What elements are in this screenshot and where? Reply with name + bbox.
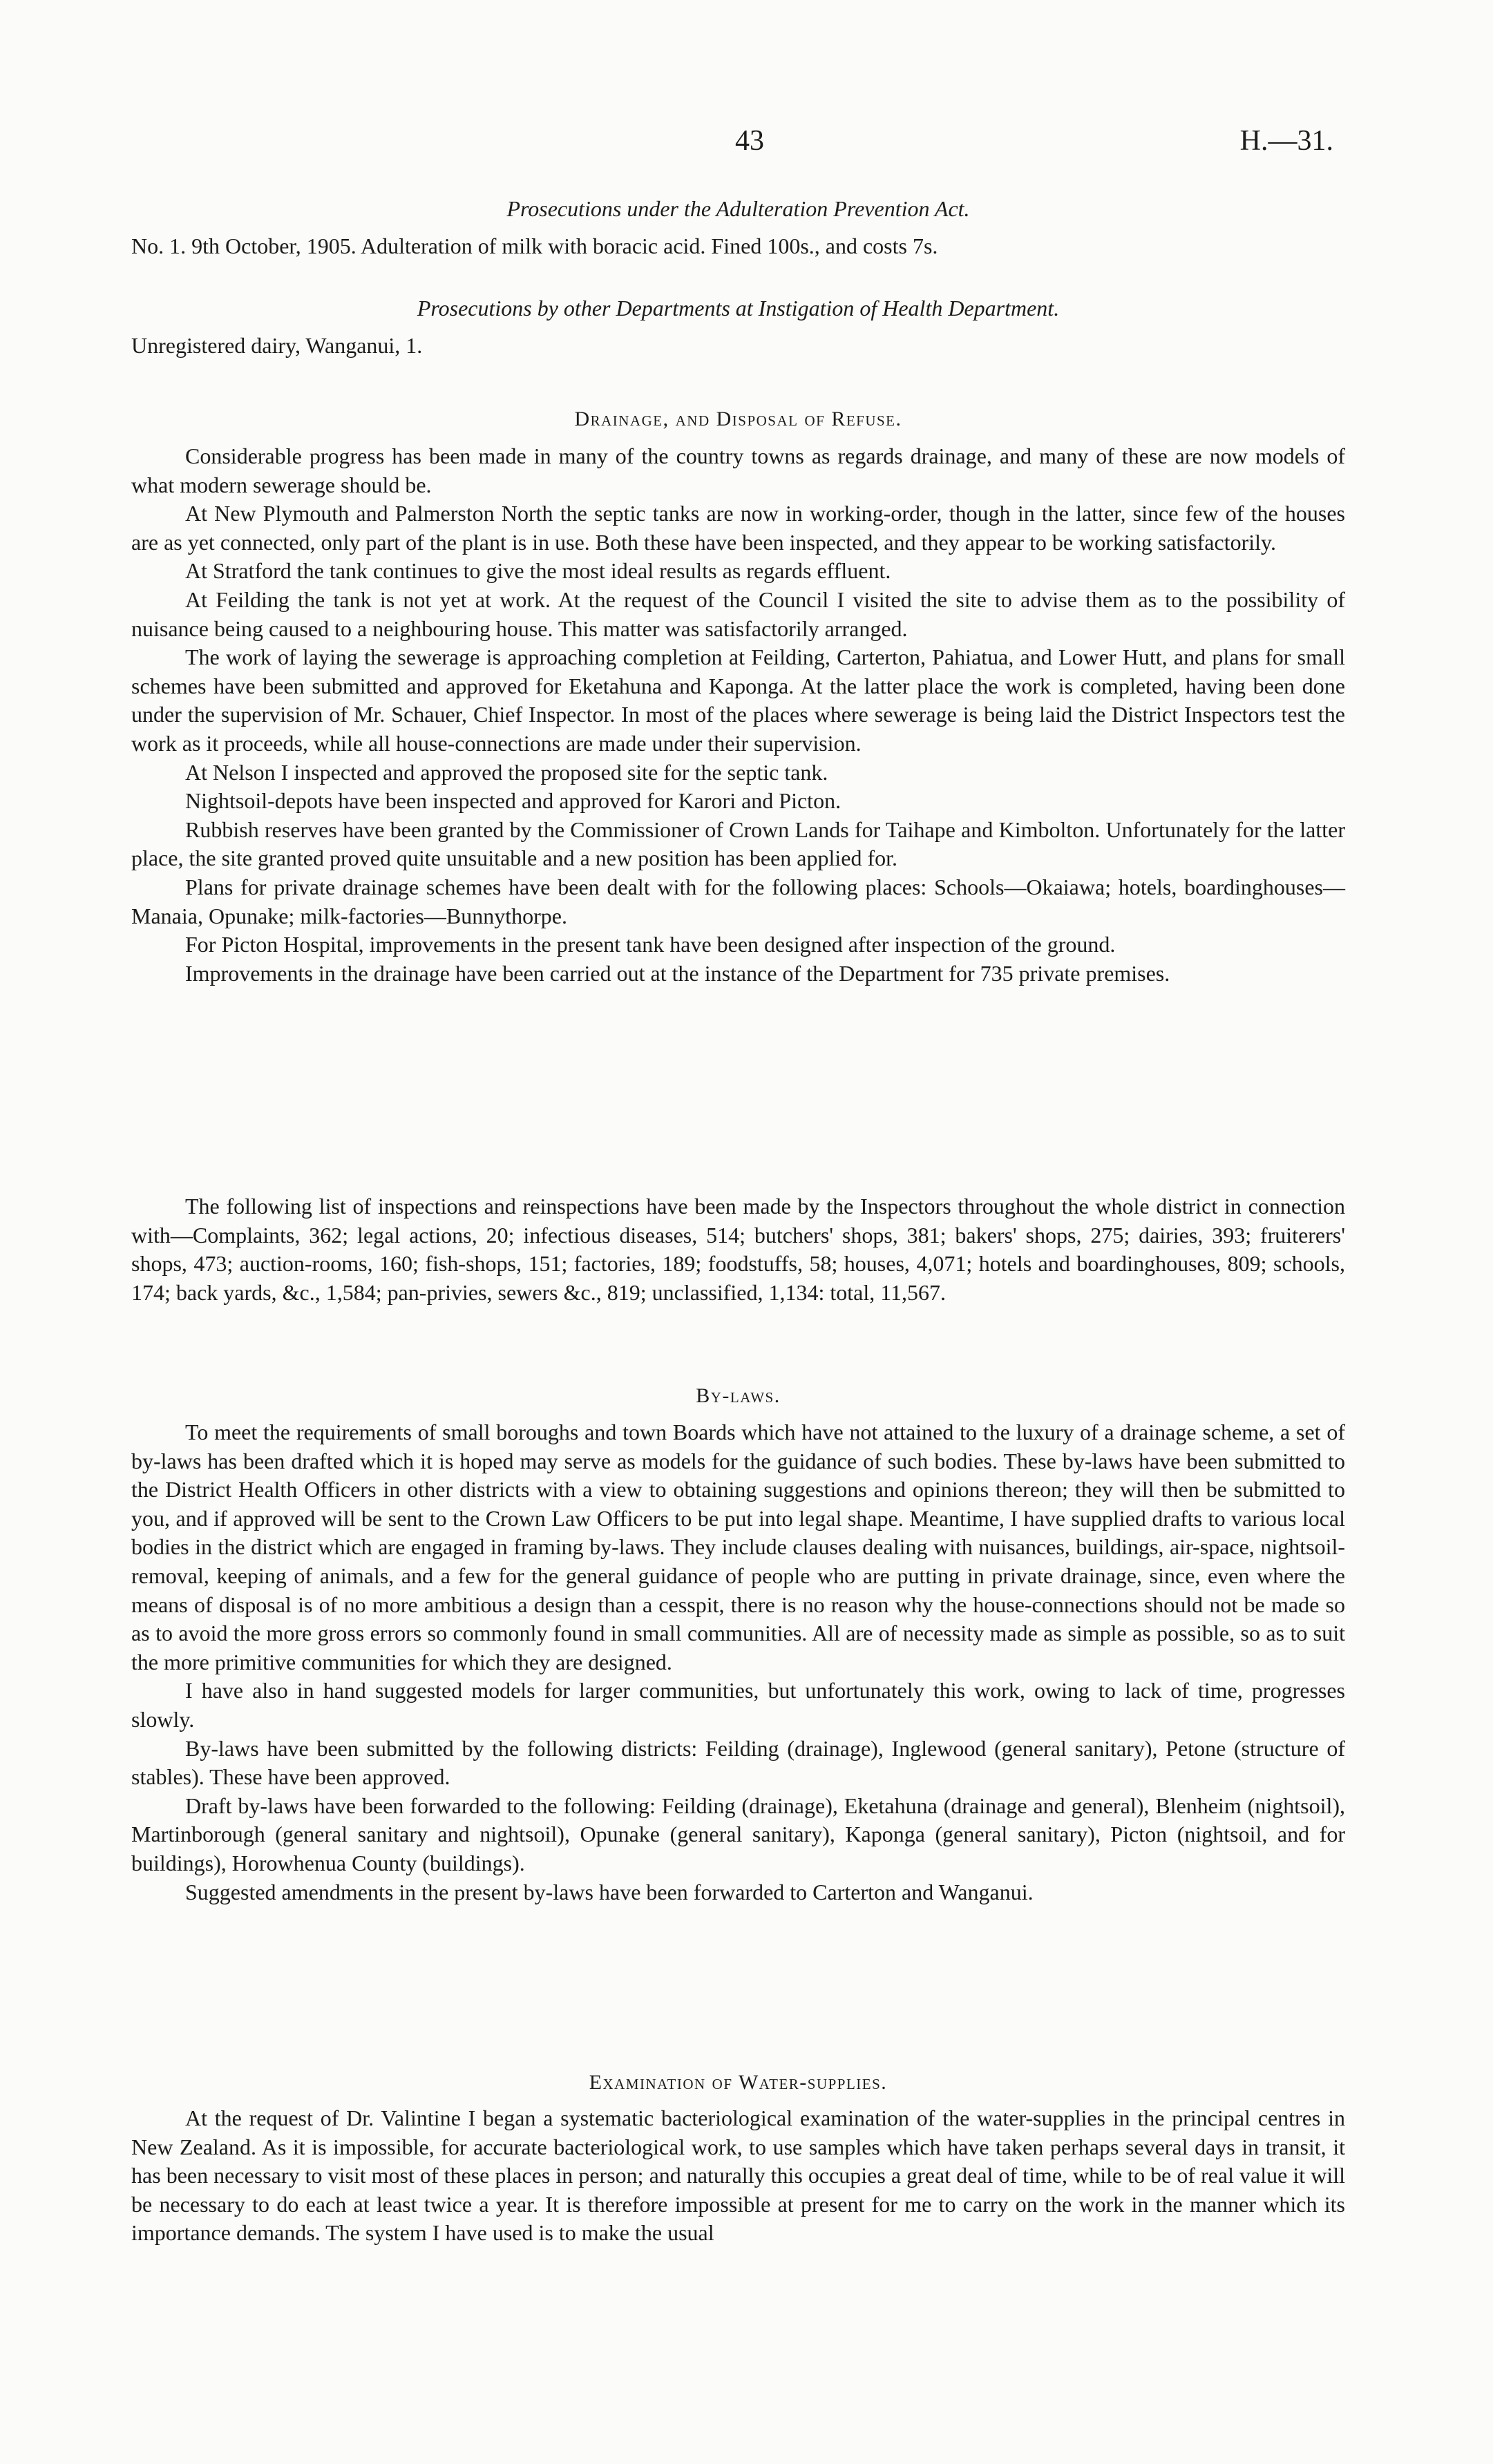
- other-departments-prosecutions-heading: Prosecutions by other Departments at Instigation of Health Department.: [417, 296, 1060, 321]
- drainage-paragraph: Plans for private drainage schemes have been dealt with for the following places: Schools—Okaiawa; hotels, boardinghouses—Manaia, Opunake; milk-factories—Bunnythorpe.: [131, 874, 1345, 928]
- adulteration-prosecutions-heading: Prosecutions under the Adulteration Prevention Act.: [506, 196, 970, 221]
- bylaws-paragraph: To meet the requirements of small boroughs and town Boards which have not attained to the luxury of a drainage scheme, a set of by-laws has been drafted which it is hoped may serve as models for the guidance of such bodies. These by-laws have been submitted to the District Health Officers in other districts with a view to obtaining suggestions and opinions thereon; they will then be submitted to you, and if approved will be sent to the Crown Law Officers to be put into legal shape. Meantime, I have supplied drafts to various local bodies in the district which are engaged in framing by-laws. They include clauses dealing with nuisances, buildings, air-space, nightsoil-removal, keeping of animals, and a few for the general guidance of people who are putting in private drainage, since, even where the means of disposal is of no more ambitious a design than a cesspit, there is no reason why the house-connections should not be made so as to avoid the more gross errors so commonly found in small communities. All are of necessity made as simple as possible, so as to suit the more primitive communities for which they are designed.: [131, 1420, 1345, 1674]
- drainage-paragraph: Considerable progress has been made in many of the country towns as regards drainage, and many of these are now models of what modern sewerage should be.: [131, 443, 1345, 497]
- drainage-paragraph: The work of laying the sewerage is approaching completion at Feilding, Carterton, Pahiatua, and Lower Hutt, and plans for small schemes have been submitted and approved for Eketahuna and Kaponga. At the latter place the work is completed, having been done under the supervision of Mr. Schauer, Chief Inspector. In most of the places where sewerage is being laid the District Inspectors test the work as it proceeds, while all house-connections are made under their supervision.: [131, 644, 1345, 756]
- drainage-paragraph: For Picton Hospital, improvements in the present tank have been designed after inspection of the ground.: [185, 932, 1116, 957]
- drainage-paragraph: At New Plymouth and Palmerston North the septic tanks are now in working-order, though in the latter, since few of the houses are as yet connected, only part of the plant is in use. Both these have been inspected, and they appear to be working satisfactorily.: [131, 501, 1345, 555]
- bylaws-section-body: [131, 1418, 1345, 1907]
- document-reference: H.—31.: [1239, 125, 1333, 157]
- adulteration-prosecution-entry: No. 1. 9th October, 1905. Adulteration of milk with boracic acid. Fined 100s., and costs 7s.: [131, 233, 938, 258]
- bylaws-paragraph: By-laws have been submitted by the following districts: Feilding (drainage), Inglewood (general sanitary), Petone (structure of stables). These have been approved.: [131, 1735, 1345, 1790]
- bylaws-paragraph: Draft by-laws have been forwarded to the following: Feilding (drainage), Eketahuna (drainage and general), Blenheim (nightsoil), Martinborough (general sanitary and nightsoil), Opunake (general sanitary), Kaponga (general sanitary), Picton (nightsoil, and for buildings), Horowhenua County (buildings).: [131, 1793, 1345, 1875]
- drainage-paragraph: Nightsoil-depots have been inspected and approved for Karori and Picton.: [185, 788, 841, 814]
- page-number: 43: [735, 125, 764, 157]
- bylaws-paragraph: Suggested amendments in the present by-laws have been forwarded to Carterton and Wanganui.: [185, 1879, 1034, 1904]
- drainage-paragraph: At Feilding the tank is not yet at work. At the request of the Council I visited the site to advise them as to the possibility of nuisance being caused to a neighbouring house. This matter was satisfactorily arranged.: [131, 586, 1345, 641]
- drainage-paragraph: Rubbish reserves have been granted by the Commissioner of Crown Lands for Taihape and Kimbolton. Unfortunately for the latter place, the site granted proved quite unsuitable and a new position has been applied for.: [131, 816, 1345, 871]
- bylaws-section-heading: By-laws.: [696, 1384, 781, 1407]
- inspections-section-body: [131, 1192, 1345, 1307]
- inspections-paragraph: The following list of inspections and reinspections have been made by the Inspectors throughout the whole district in connection with—Complaints, 362; legal actions, 20; infectious diseases, 514; butchers' shops, 381; bakers' shops, 275; dairies, 393; fruiterers' shops, 473; auction-rooms, 160; fish-shops, 151; factories, 189; foodstuffs, 58; houses, 4,071; hotels and boardinghouses, 809; schools, 174; back yards, &c., 1,584; pan-privies, sewers &c., 819; unclassified, 1,134: total, 11,567.: [131, 1194, 1345, 1305]
- water-supplies-section-body: [131, 2104, 1345, 2248]
- water-supplies-paragraph: At the request of Dr. Valintine I began a systematic bacteriological examination of the water-supplies in the principal centres in New Zealand. As it is impossible, for accurate bacteriological work, to use samples which have taken perhaps several days in transit, it has been necessary to visit most of these places in person; and naturally this occupies a great deal of time, while to be of real value it will be necessary to do each at least twice a year. It is therefore impossible at present for me to carry on the work in the manner which its importance demands. The system I have used is to make the usual: [131, 2105, 1345, 2246]
- page-header: [131, 124, 1333, 166]
- other-departments-prosecution-entry: Unregistered dairy, Wanganui, 1.: [131, 333, 423, 358]
- drainage-paragraph: Improvements in the drainage have been carried out at the instance of the Department for 735 private premises.: [185, 960, 1170, 986]
- drainage-section-body: [131, 442, 1345, 988]
- water-supplies-section-heading: Examination of Water-supplies.: [589, 2071, 888, 2094]
- drainage-paragraph: At Stratford the tank continues to give the most ideal results as regards effluent.: [185, 558, 891, 584]
- drainage-section-heading: Drainage, and Disposal of Refuse.: [574, 408, 902, 430]
- bylaws-paragraph: I have also in hand suggested models for larger communities, but unfortunately this work, owing to lack of time, progresses slowly.: [131, 1678, 1345, 1732]
- drainage-paragraph: At Nelson I inspected and approved the proposed site for the septic tank.: [185, 759, 828, 785]
